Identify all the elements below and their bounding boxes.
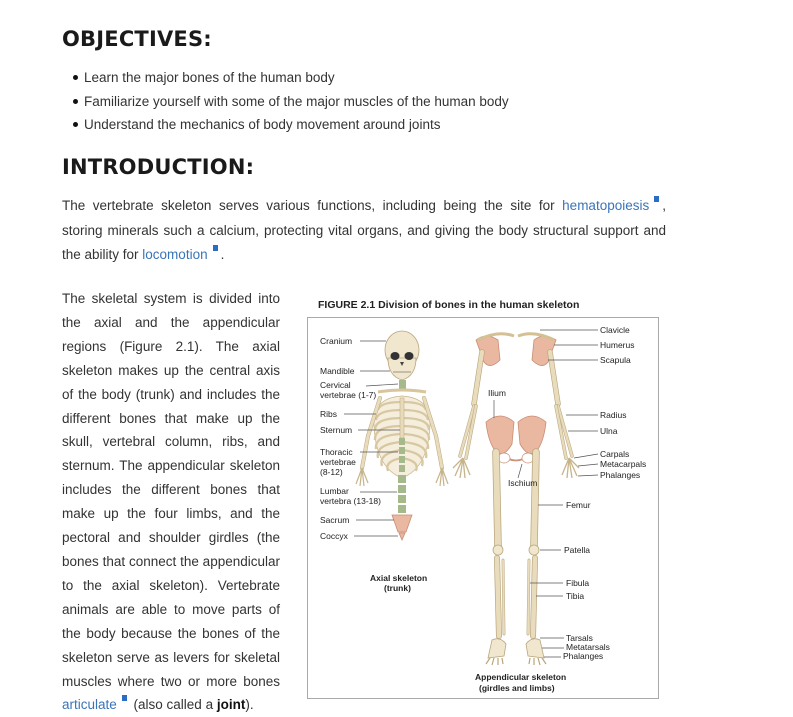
list-item: Learn the major bones of the human body — [62, 66, 509, 90]
list-item: Understand the mechanics of body movement around joints — [62, 113, 509, 137]
caption-appendicular: Appendicular skeleton — [475, 672, 567, 682]
caption-axial-sub: (trunk) — [384, 583, 411, 593]
label-thoracic-sub: vertebrae — [320, 457, 356, 467]
skeleton-figure — [307, 317, 659, 699]
label-patella: Patella — [564, 545, 590, 555]
objectives-heading: OBJECTIVES: — [62, 27, 212, 51]
flag-icon[interactable] — [122, 695, 127, 701]
label-sternum: Sternum — [320, 425, 353, 435]
locomotion-link[interactable]: locomotion — [142, 247, 208, 262]
appendicular-skeleton-drawing — [453, 334, 579, 665]
label-coccyx: Coccyx — [320, 531, 348, 541]
label-cervical-sub: vertebrae (1-7) — [320, 390, 377, 400]
label-tibia: Tibia — [566, 591, 585, 601]
label-thoracic: Thoracic — [320, 447, 353, 457]
label-ribs: Ribs — [320, 409, 338, 419]
label-sacrum: Sacrum — [320, 515, 350, 525]
label-ulna: Ulna — [600, 426, 618, 436]
label-phalanges-foot: Phalanges — [563, 651, 604, 661]
label-cranium: Cranium — [320, 336, 353, 346]
label-metacarpals: Metacarpals — [600, 459, 647, 469]
label-fibula: Fibula — [566, 578, 590, 588]
intro-text: . — [220, 247, 225, 262]
label-tarsals: Tarsals — [566, 633, 593, 643]
label-scapula: Scapula — [600, 355, 631, 365]
label-lumbar-sub: vertebra (13-18) — [320, 496, 381, 506]
skeletal-paragraph — [62, 287, 280, 717]
label-ischium: Ischium — [508, 478, 538, 488]
label-humerus: Humerus — [600, 340, 635, 350]
caption-axial: Axial skeleton — [370, 573, 428, 583]
intro-paragraph — [62, 194, 666, 268]
label-lumbar: Lumbar — [320, 486, 349, 496]
introduction-heading: INTRODUCTION: — [62, 155, 255, 179]
flag-icon[interactable] — [654, 196, 659, 202]
skeletal-text: ). — [245, 697, 254, 713]
label-radius: Radius — [600, 410, 627, 420]
skeletal-text: The skeletal system is divided into the axial and the appendicular regions (Figure 2.1). The axial skeleton makes up the central axis of the body (trunk) and includes the different bones that make up the skull, vertebral column, ribs, and sternum. The appendicular skeleton includes the different bones that make up the four limbs, and the pectoral and shoulder girdles (the bones that connect the appendicular to the axial skeleton). Vertebrate animals are able to move parts of the body because the bones of the skeleton serve as levers for skeletal muscles where two or more bones — [62, 291, 280, 689]
intro-text: The vertebrate skeleton serves various functions, including being the site for — [62, 198, 563, 213]
label-ilium: Ilium — [488, 388, 506, 398]
label-mandible: Mandible — [320, 366, 355, 376]
caption-appendicular-sub: (girdles and limbs) — [479, 683, 555, 693]
figure-title: FIGURE 2.1 Division of bones in the human skeleton — [318, 299, 580, 311]
hematopoiesis-link[interactable]: hematopoiesis — [562, 198, 650, 213]
articulate-link[interactable]: articulate — [62, 697, 117, 713]
label-clavicle: Clavicle — [600, 325, 630, 335]
intro-text: , storing minerals such a calcium, protecting vital organs, and giving the body structural support and the ability for — [62, 198, 666, 262]
joint-term: joint — [216, 697, 246, 713]
objectives-list — [62, 66, 509, 137]
list-item: Familiarize yourself with some of the major muscles of the human body — [62, 90, 509, 114]
label-thoracic-range: (8-12) — [320, 467, 343, 477]
label-cervical: Cervical — [320, 380, 351, 390]
label-carpals: Carpals — [600, 449, 630, 459]
skeletal-text: (also called a — [129, 697, 217, 713]
flag-icon[interactable] — [213, 245, 218, 251]
axial-skeleton-drawing — [356, 331, 448, 540]
label-metatarsals: Metatarsals — [566, 642, 610, 652]
label-phalanges: Phalanges — [600, 470, 641, 480]
skeleton-diagram — [308, 318, 658, 698]
label-femur: Femur — [566, 500, 591, 510]
